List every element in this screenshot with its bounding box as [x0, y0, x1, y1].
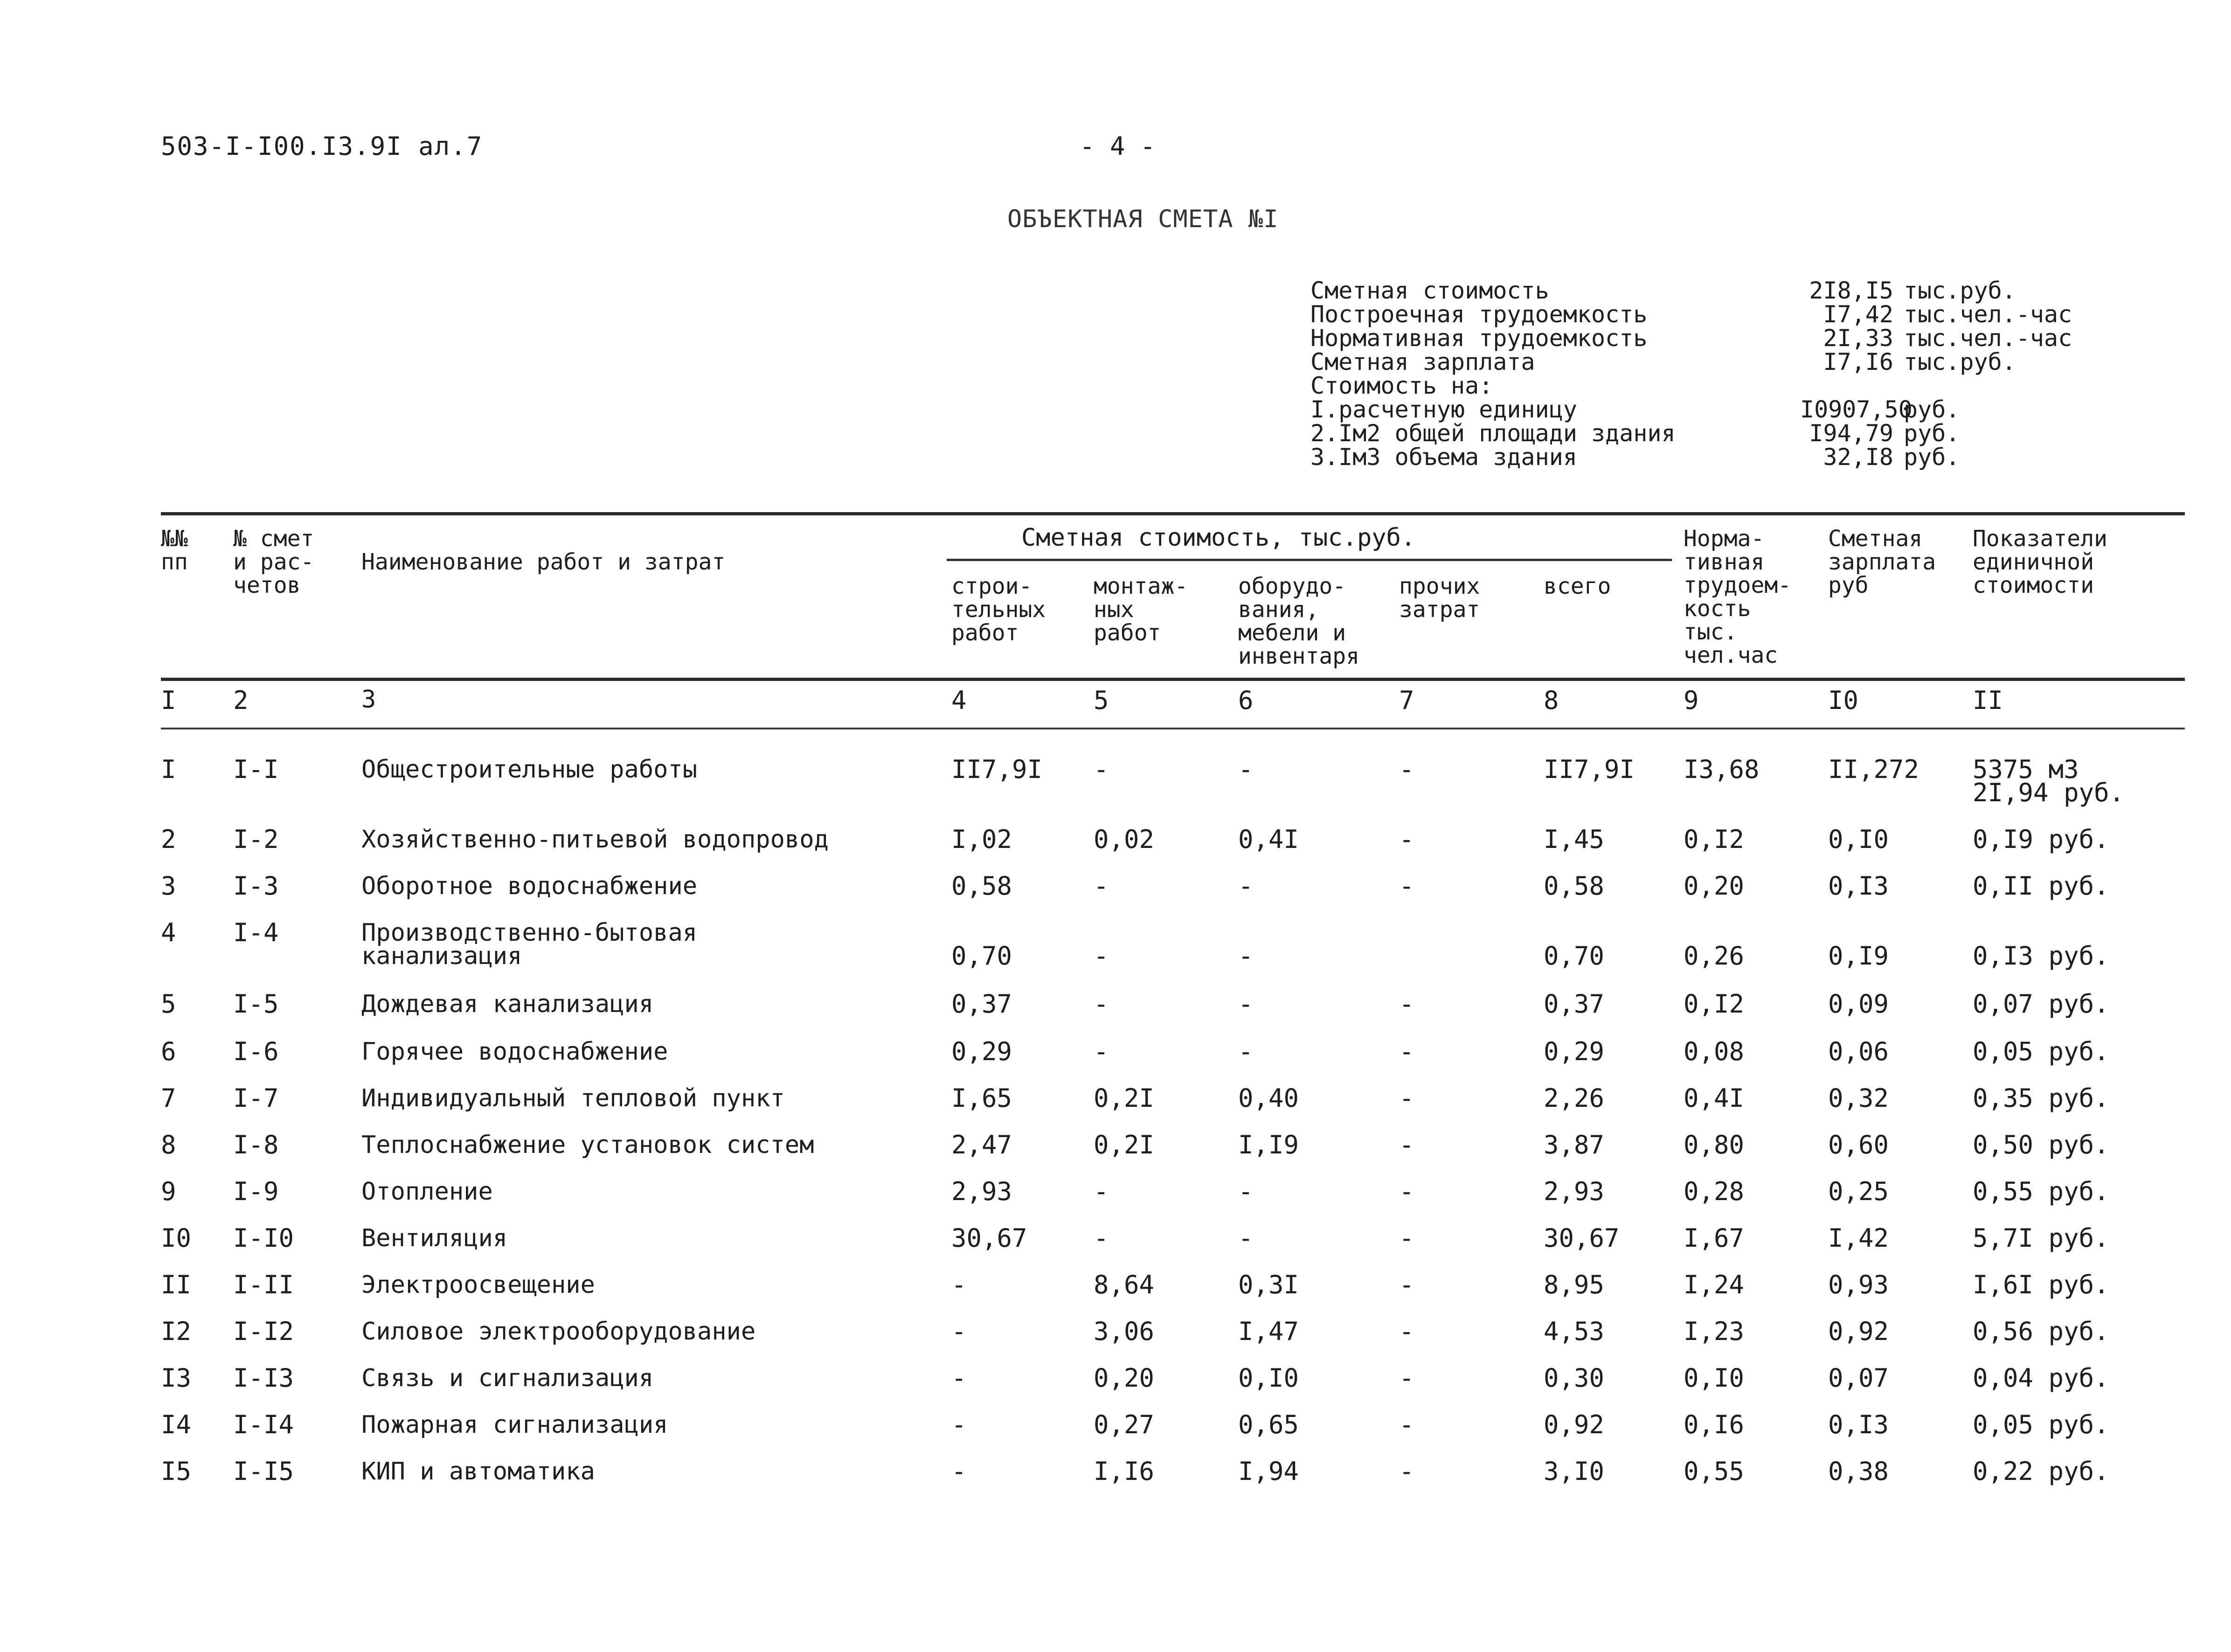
- labor-hours: 0,80: [1684, 1130, 1745, 1159]
- estimate-code: I-5: [233, 989, 279, 1019]
- work-name: Индивидуальный тепловой пункт: [361, 1084, 785, 1112]
- equipment-cost: -: [1238, 989, 1254, 1019]
- row-number: 9: [161, 1177, 176, 1206]
- column-number: 2: [233, 686, 249, 715]
- equipment-cost: 0,4I: [1238, 825, 1299, 854]
- other-cost: -: [1399, 871, 1414, 901]
- construction-cost: -: [951, 1363, 967, 1393]
- construction-cost: 30,67: [951, 1223, 1027, 1253]
- column-number: I: [161, 686, 176, 715]
- summary-value: 2I8,I5: [1809, 277, 1893, 304]
- estimate-code: I-I: [233, 755, 279, 784]
- other-cost: -: [1399, 1177, 1414, 1206]
- total-cost: 4,53: [1544, 1317, 1605, 1346]
- unit-cost-indicator: 0,56 руб.: [1973, 1317, 2109, 1346]
- labor-hours: I,24: [1684, 1270, 1745, 1299]
- column-number: 3: [361, 686, 376, 714]
- other-cost: -: [1399, 1410, 1414, 1439]
- column-number-rule: [161, 728, 2185, 729]
- column-number: 8: [1544, 686, 1559, 715]
- wages: 0,06: [1828, 1037, 1889, 1066]
- work-name: Горячее водоснабжение: [361, 1038, 668, 1066]
- other-cost: -: [1399, 989, 1414, 1019]
- construction-cost: II7,9I: [951, 755, 1043, 784]
- equipment-cost: I,I9: [1238, 1130, 1299, 1159]
- other-cost: -: [1399, 1363, 1414, 1393]
- total-cost: 8,95: [1544, 1270, 1605, 1299]
- estimate-code: I-I5: [233, 1457, 294, 1486]
- header-estimate-number: № смет и рас- четов: [233, 526, 314, 598]
- estimate-code: I-4: [233, 918, 279, 947]
- estimate-code: I-I3: [233, 1363, 294, 1393]
- installation-cost: -: [1094, 1037, 1109, 1066]
- summary-value: I7,I6: [1823, 348, 1893, 375]
- header-construction: строи- тельных работ: [951, 573, 1046, 646]
- unit-cost-indicator: 0,07 руб.: [1973, 989, 2109, 1019]
- wages: 0,25: [1828, 1177, 1889, 1206]
- cost-summary: [1310, 279, 2072, 469]
- work-name: Пожарная сигнализация: [361, 1411, 668, 1439]
- header-work-name: Наименование работ и затрат: [361, 549, 726, 575]
- work-name: Общестроительные работы: [361, 756, 698, 784]
- wages: 0,93: [1828, 1270, 1889, 1299]
- summary-row: [1310, 279, 2072, 303]
- work-name: Электроосвещение: [361, 1271, 595, 1299]
- header-row-number: №№ пп: [161, 526, 188, 575]
- unit-cost-indicator: 0,I9 руб.: [1973, 825, 2109, 854]
- summary-row: [1310, 326, 2072, 350]
- header-total: всего: [1544, 573, 1611, 599]
- estimate-code: I-7: [233, 1083, 279, 1113]
- row-number: 2: [161, 825, 176, 854]
- header-other: прочих затрат: [1399, 573, 1480, 623]
- other-cost: -: [1399, 1457, 1414, 1486]
- equipment-cost: -: [1238, 1223, 1254, 1253]
- installation-cost: 8,64: [1094, 1270, 1155, 1299]
- construction-cost: 0,37: [951, 989, 1012, 1019]
- work-name: Дождевая канализация: [361, 990, 654, 1018]
- other-cost: -: [1399, 1037, 1414, 1066]
- unit-cost-indicator: I,6I руб.: [1973, 1270, 2109, 1299]
- column-number: I0: [1828, 686, 1859, 715]
- summary-value: I94,79: [1809, 420, 1893, 447]
- work-name: Теплоснабжение установок систем: [361, 1131, 814, 1159]
- other-cost: -: [1399, 1083, 1414, 1113]
- wages: 0,92: [1828, 1317, 1889, 1346]
- summary-label: Сметная зарплата: [1310, 348, 1535, 375]
- labor-hours: 0,55: [1684, 1457, 1745, 1486]
- work-name: Отопление: [361, 1178, 493, 1206]
- unit-cost-indicator: 0,05 руб.: [1973, 1037, 2109, 1066]
- summary-row: [1310, 303, 2072, 326]
- equipment-cost: -: [1238, 871, 1254, 901]
- document-code: 503-I-I00.I3.9I ал.7: [161, 132, 483, 161]
- row-number: 7: [161, 1083, 176, 1113]
- document-title: ОБЪЕКТНАЯ СМЕТА №I: [1007, 205, 1279, 233]
- row-number: I5: [161, 1457, 192, 1486]
- construction-cost: 2,47: [951, 1130, 1012, 1159]
- wages: 0,09: [1828, 989, 1889, 1019]
- row-number: II: [161, 1270, 192, 1299]
- summary-unit: руб.: [1904, 444, 1960, 471]
- other-cost: -: [1399, 825, 1414, 854]
- summary-unit: тыс.руб.: [1904, 277, 2016, 304]
- wages: 0,38: [1828, 1457, 1889, 1486]
- labor-hours: I,67: [1684, 1223, 1745, 1253]
- total-cost: 3,I0: [1544, 1457, 1605, 1486]
- estimate-code: I-I0: [233, 1223, 294, 1253]
- construction-cost: -: [951, 1270, 967, 1299]
- work-name: Силовое электрооборудование: [361, 1318, 756, 1346]
- unit-cost-indicator: 0,04 руб.: [1973, 1363, 2109, 1393]
- row-number: 4: [161, 918, 176, 947]
- summary-label: 3.Iм3 объема здания: [1310, 444, 1577, 471]
- installation-cost: 0,20: [1094, 1363, 1155, 1393]
- installation-cost: -: [1094, 871, 1109, 901]
- installation-cost: -: [1094, 1223, 1109, 1253]
- construction-cost: 2,93: [951, 1177, 1012, 1206]
- unit-cost-indicator: 5,7I руб.: [1973, 1223, 2109, 1253]
- equipment-cost: I,47: [1238, 1317, 1299, 1346]
- installation-cost: I,I6: [1094, 1457, 1155, 1486]
- total-cost: 30,67: [1544, 1223, 1620, 1253]
- labor-hours: I,23: [1684, 1317, 1745, 1346]
- summary-value: I0907,50: [1800, 396, 1912, 423]
- summary-label: Построечная трудоемкость: [1310, 301, 1648, 328]
- total-cost: 0,29: [1544, 1037, 1605, 1066]
- estimate-code: I-3: [233, 871, 279, 901]
- row-number: I0: [161, 1223, 192, 1253]
- total-cost: 0,70: [1544, 941, 1605, 971]
- total-cost: 3,87: [1544, 1130, 1605, 1159]
- summary-unit: руб.: [1904, 396, 1960, 423]
- labor-hours: 0,28: [1684, 1177, 1745, 1206]
- column-number: 9: [1684, 686, 1699, 715]
- total-cost: 0,37: [1544, 989, 1605, 1019]
- equipment-cost: 0,3I: [1238, 1270, 1299, 1299]
- summary-label: Стоимость на:: [1310, 372, 1493, 399]
- summary-row: [1310, 445, 2072, 469]
- unit-cost-indicator: 5375 м3 2I,94 руб.: [1973, 755, 2125, 807]
- unit-cost-indicator: 0,I3 руб.: [1973, 941, 2109, 971]
- wages: 0,32: [1828, 1083, 1889, 1113]
- labor-hours: I3,68: [1684, 755, 1760, 784]
- other-cost: -: [1399, 755, 1414, 784]
- header-wages: Сметная зарплата руб: [1828, 526, 1936, 598]
- wages: 0,07: [1828, 1363, 1889, 1393]
- summary-unit: тыс.руб.: [1904, 348, 2016, 375]
- row-number: I2: [161, 1317, 192, 1346]
- summary-value: [1800, 374, 1893, 398]
- row-number: 8: [161, 1130, 176, 1159]
- equipment-cost: 0,I0: [1238, 1363, 1299, 1393]
- construction-cost: 0,29: [951, 1037, 1012, 1066]
- summary-unit: тыс.чел.-час: [1904, 325, 2072, 352]
- header-labor: Норма- тивная трудоем- кость тыс. чел.час: [1684, 526, 1792, 668]
- summary-row: [1310, 422, 2072, 445]
- wages: 0,I0: [1828, 825, 1889, 854]
- installation-cost: 0,2I: [1094, 1130, 1155, 1159]
- header-equipment: оборудо- вания, мебели и инвентаря: [1238, 573, 1360, 669]
- installation-cost: -: [1094, 755, 1109, 784]
- row-number: 5: [161, 989, 176, 1019]
- header-unit-cost: Показатели единичной стоимости: [1973, 526, 2107, 598]
- table-top-rule: [161, 512, 2185, 515]
- labor-hours: 0,I2: [1684, 825, 1745, 854]
- total-cost: I,45: [1544, 825, 1605, 854]
- estimate-code: I-I4: [233, 1410, 294, 1439]
- equipment-cost: 0,65: [1238, 1410, 1299, 1439]
- header-installation: монтаж- ных работ: [1094, 573, 1188, 646]
- header-cost-group: Сметная стоимость, тыс.руб.: [1021, 524, 1416, 552]
- installation-cost: -: [1094, 1177, 1109, 1206]
- equipment-cost: I,94: [1238, 1457, 1299, 1486]
- installation-cost: 0,2I: [1094, 1083, 1155, 1113]
- summary-unit: [1893, 374, 1904, 398]
- summary-unit: руб.: [1904, 420, 1960, 447]
- page-number: - 4 -: [1080, 132, 1156, 161]
- work-name: КИП и автоматика: [361, 1458, 595, 1485]
- total-cost: 0,92: [1544, 1410, 1605, 1439]
- other-cost: -: [1399, 1223, 1414, 1253]
- wages: 0,I3: [1828, 871, 1889, 901]
- labor-hours: 0,I6: [1684, 1410, 1745, 1439]
- wages: 0,I3: [1828, 1410, 1889, 1439]
- total-cost: 0,30: [1544, 1363, 1605, 1393]
- labor-hours: 0,I2: [1684, 989, 1745, 1019]
- summary-row: [1310, 374, 2072, 398]
- row-number: 3: [161, 871, 176, 901]
- summary-value: 2I,33: [1823, 325, 1893, 352]
- summary-value: I7,42: [1823, 301, 1893, 328]
- summary-label: I.расчетную единицу: [1310, 396, 1577, 423]
- labor-hours: 0,20: [1684, 871, 1745, 901]
- total-cost: 2,93: [1544, 1177, 1605, 1206]
- group-header-rule: [947, 559, 1672, 561]
- unit-cost-indicator: 0,35 руб.: [1973, 1083, 2109, 1113]
- construction-cost: 0,70: [951, 941, 1012, 971]
- column-number: II: [1973, 686, 2003, 715]
- total-cost: 0,58: [1544, 871, 1605, 901]
- row-number: I: [161, 755, 176, 784]
- labor-hours: 0,I0: [1684, 1363, 1745, 1393]
- work-name: Вентиляция: [361, 1224, 508, 1252]
- other-cost: -: [1399, 1130, 1414, 1159]
- summary-unit: тыс.чел.-час: [1904, 301, 2072, 328]
- row-number: I4: [161, 1410, 192, 1439]
- other-cost: -: [1399, 1317, 1414, 1346]
- header-bottom-rule: [161, 678, 2185, 681]
- work-name: Производственно-бытовая канализация: [361, 919, 698, 970]
- unit-cost-indicator: 0,05 руб.: [1973, 1410, 2109, 1439]
- unit-cost-indicator: 0,22 руб.: [1973, 1457, 2109, 1486]
- summary-label: 2.Iм2 общей площади здания: [1310, 420, 1676, 447]
- construction-cost: I,65: [951, 1083, 1012, 1113]
- installation-cost: 3,06: [1094, 1317, 1155, 1346]
- equipment-cost: -: [1238, 1177, 1254, 1206]
- estimate-code: I-I2: [233, 1317, 294, 1346]
- row-number: I3: [161, 1363, 192, 1393]
- summary-row: [1310, 398, 2072, 422]
- summary-label: Нормативная трудоемкость: [1310, 325, 1648, 352]
- construction-cost: I,02: [951, 825, 1012, 854]
- labor-hours: 0,4I: [1684, 1083, 1745, 1113]
- summary-label: Сметная стоимость: [1310, 277, 1549, 304]
- labor-hours: 0,26: [1684, 941, 1745, 971]
- installation-cost: -: [1094, 941, 1109, 971]
- column-number: 5: [1094, 686, 1109, 715]
- unit-cost-indicator: 0,II руб.: [1973, 871, 2109, 901]
- estimate-code: I-8: [233, 1130, 279, 1159]
- estimate-code: I-II: [233, 1270, 294, 1299]
- column-number: 6: [1238, 686, 1254, 715]
- construction-cost: -: [951, 1410, 967, 1439]
- unit-cost-indicator: 0,55 руб.: [1973, 1177, 2109, 1206]
- estimate-code: I-9: [233, 1177, 279, 1206]
- installation-cost: 0,27: [1094, 1410, 1155, 1439]
- construction-cost: 0,58: [951, 871, 1012, 901]
- column-number: 4: [951, 686, 967, 715]
- work-name: Хозяйственно-питьевой водопровод: [361, 826, 829, 854]
- equipment-cost: -: [1238, 755, 1254, 784]
- summary-value: 32,I8: [1823, 444, 1893, 471]
- total-cost: 2,26: [1544, 1083, 1605, 1113]
- estimate-code: I-6: [233, 1037, 279, 1066]
- estimate-code: I-2: [233, 825, 279, 854]
- installation-cost: 0,02: [1094, 825, 1155, 854]
- equipment-cost: -: [1238, 941, 1254, 971]
- construction-cost: -: [951, 1317, 967, 1346]
- column-number: 7: [1399, 686, 1414, 715]
- summary-row: [1310, 350, 2072, 374]
- wages: II,272: [1828, 755, 1919, 784]
- equipment-cost: 0,40: [1238, 1083, 1299, 1113]
- wages: I,42: [1828, 1223, 1889, 1253]
- wages: 0,I9: [1828, 941, 1889, 971]
- wages: 0,60: [1828, 1130, 1889, 1159]
- installation-cost: -: [1094, 989, 1109, 1019]
- equipment-cost: -: [1238, 1037, 1254, 1066]
- construction-cost: -: [951, 1457, 967, 1486]
- total-cost: II7,9I: [1544, 755, 1635, 784]
- labor-hours: 0,08: [1684, 1037, 1745, 1066]
- other-cost: -: [1399, 1270, 1414, 1299]
- work-name: Связь и сигнализация: [361, 1364, 654, 1392]
- work-name: Оборотное водоснабжение: [361, 872, 698, 900]
- unit-cost-indicator: 0,50 руб.: [1973, 1130, 2109, 1159]
- row-number: 6: [161, 1037, 176, 1066]
